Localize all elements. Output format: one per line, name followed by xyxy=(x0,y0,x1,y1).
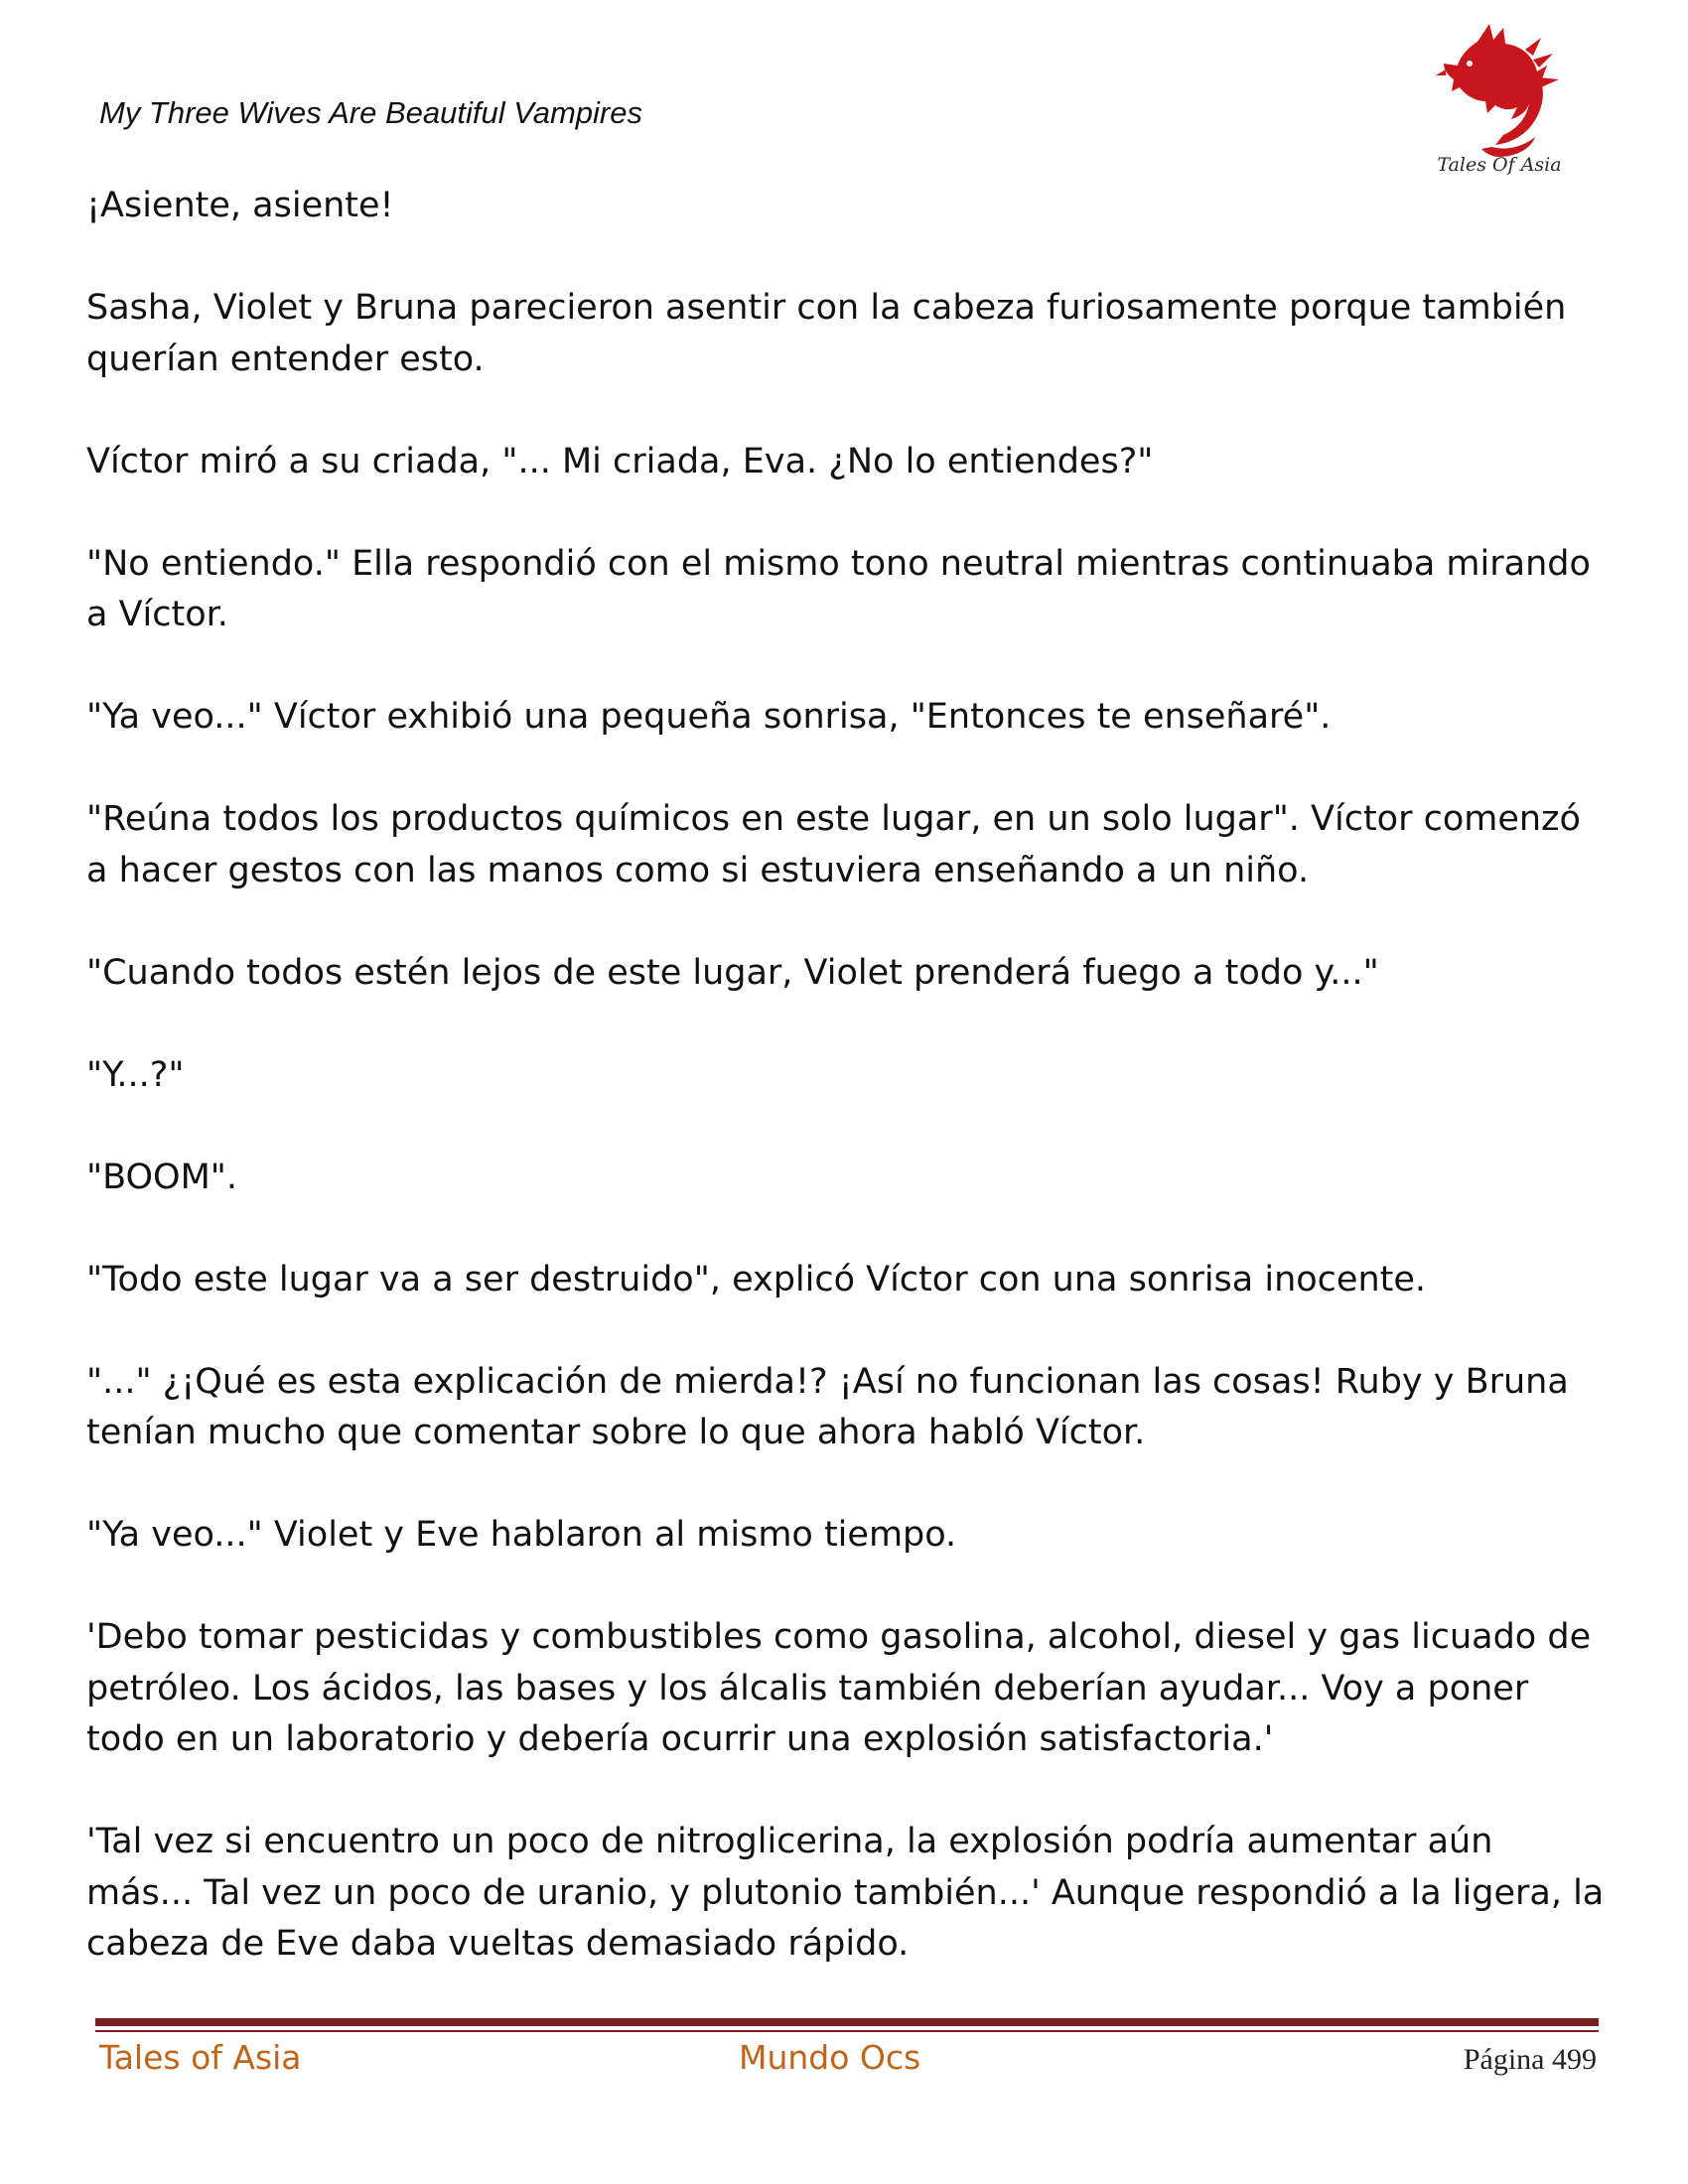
paragraph: 'Debo tomar pesticidas y combustibles como gasolina, alcohol, diesel y gas licuado de petróleo. Los ácidos, las bases y los álcalis también deberían ayudar... Voy a poner todo en un laboratorio y debería ocurrir una explosión satisfactoria.' xyxy=(86,1617,1592,1759)
logo-text: Tales Of Asia xyxy=(1437,154,1562,176)
chapter-body xyxy=(86,181,1606,2021)
paragraph: "Ya veo..." Víctor exhibió una pequeña sonrisa, "Entonces te enseñaré". xyxy=(86,697,1332,737)
paragraph: Sasha, Violet y Bruna parecieron asentir con la cabeza furiosamente porque también querían entender esto. xyxy=(86,288,1567,379)
footer-center-label: Mundo Ocs xyxy=(739,2038,921,2077)
paragraph: "..." ¿¡Qué es esta explicación de mierda!? ¡Así no funcionan las cosas! Ruby y Bruna tenían mucho que comentar sobre lo que ahora habló Víctor. xyxy=(86,1361,1569,1452)
tales-of-asia-logo xyxy=(1430,20,1569,179)
paragraph: 'Tal vez si encuentro un poco de nitroglicerina, la explosión podría aumentar aún más... Tal vez un poco de uranio, y plutonio también...' Aunque respondió a la ligera, la cabeza de Eve daba vueltas demasiado rápido. xyxy=(86,1822,1605,1964)
paragraph: "BOOM". xyxy=(86,1157,238,1197)
paragraph: ¡Asiente, asiente! xyxy=(86,186,394,225)
footer-publisher: Tales of Asia xyxy=(99,2038,302,2077)
paragraph: Víctor miró a su criada, "... Mi criada, Eva. ¿No lo entiendes?" xyxy=(86,441,1154,481)
paragraph: "Y...?" xyxy=(86,1054,185,1095)
paragraph: "No entiendo." Ella respondió con el mismo tono neutral mientras continuaba mirando a Víctor. xyxy=(86,543,1591,634)
page-number: Página 499 xyxy=(1463,2043,1597,2076)
footer-divider-thin xyxy=(95,2030,1599,2032)
paragraph: "Reúna todos los productos químicos en este lugar, en un solo lugar". Víctor comenzó a hacer gestos con las manos como si estuviera enseñando a un niño. xyxy=(86,799,1581,890)
paragraph: "Cuando todos estén lejos de este lugar, Violet prenderá fuego a todo y..." xyxy=(86,952,1379,993)
paragraph: "Todo este lugar va a ser destruido", explicó Víctor con una sonrisa inocente. xyxy=(86,1259,1427,1299)
book-title: My Three Wives Are Beautiful Vampires xyxy=(99,95,642,130)
paragraph: "Ya veo..." Violet y Eve hablaron al mismo tiempo. xyxy=(86,1515,957,1555)
red-dragon-icon xyxy=(1430,20,1569,159)
footer-divider xyxy=(95,2018,1599,2026)
